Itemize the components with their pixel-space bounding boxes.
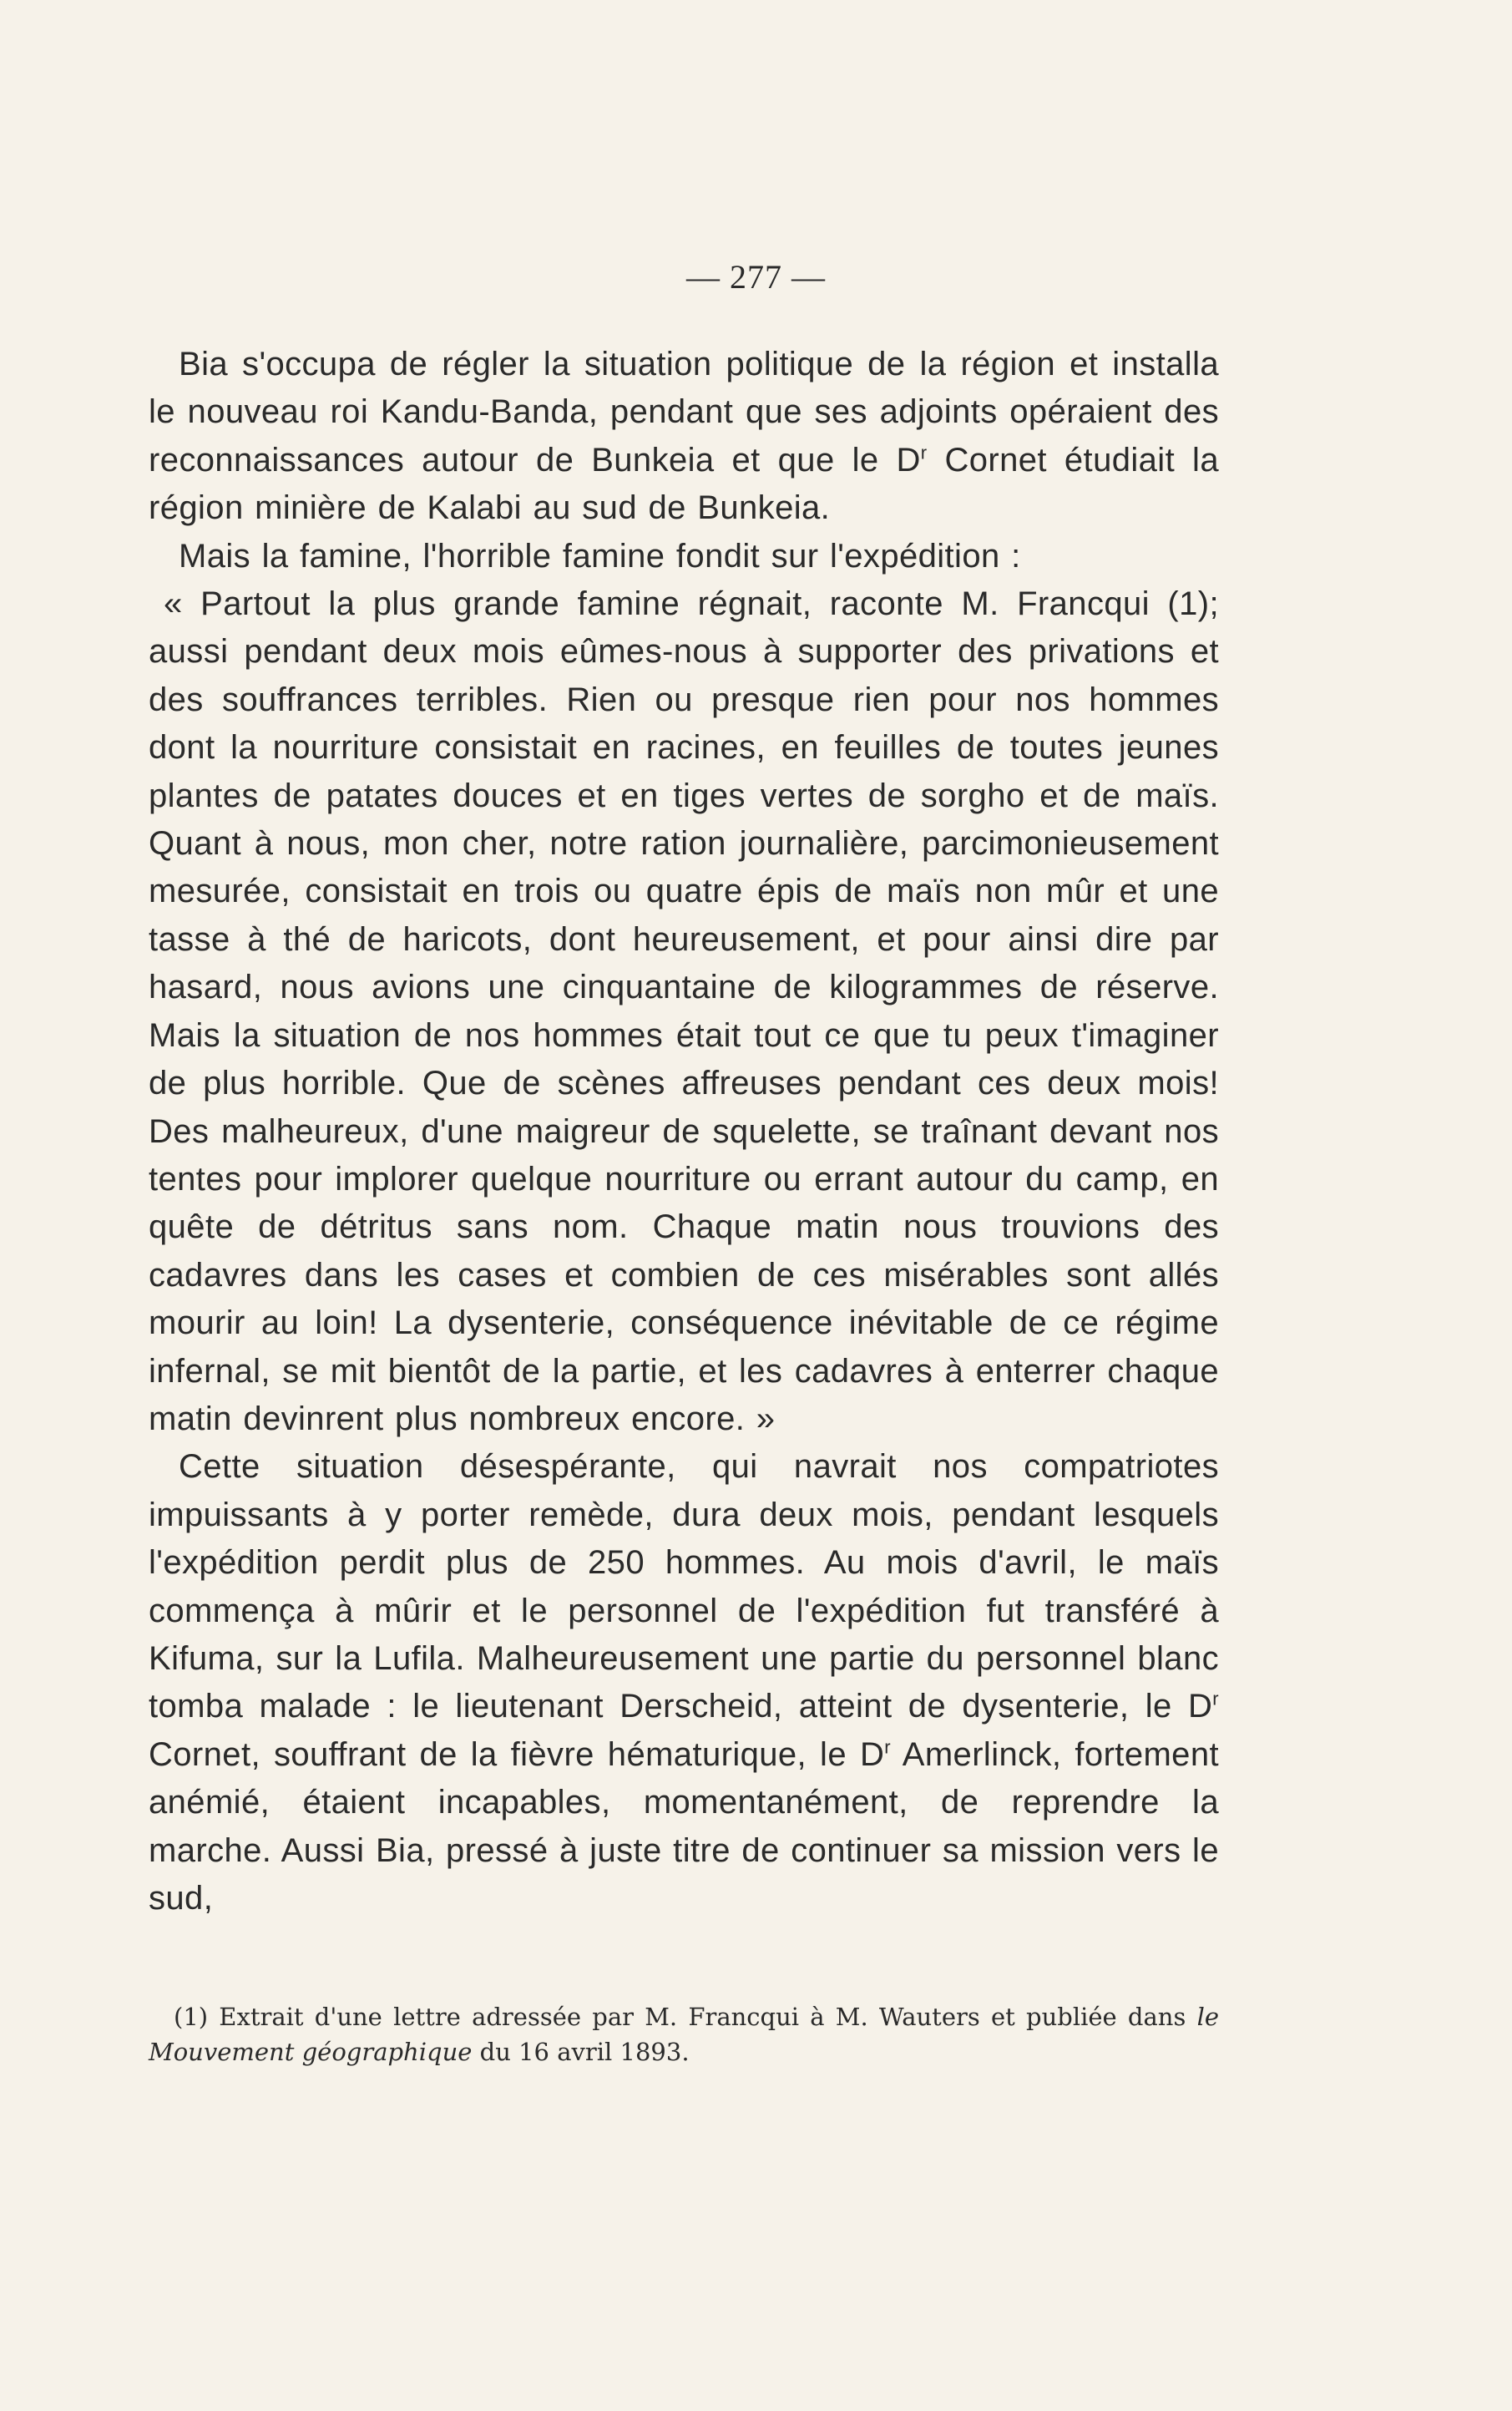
paragraph-1-text-b: Cornet étudiait la région minière de Kalabi au sud de Bunkeia. — [149, 441, 1219, 527]
paragraph-1 — [149, 341, 1219, 533]
paragraph-1-text-a: Bia s'occupa de régler la situation politique de la région et installa le nouveau roi Kandu-Banda, pendant que ses adjoints opéraient des reconnaissances autour de Bunkeia et que le D — [149, 346, 1219, 479]
footnote-text-a: (1) Extrait d'une lettre adressée par M. Francqui à M. Wauters et publiée dans — [174, 2003, 1197, 2031]
superscript-r: r — [920, 442, 928, 463]
paragraph-4-text-a: Cette situation désespérante, qui navrait nos compatriotes impuissants à y porter remède, dura deux mois, pendant lesquels l'expédition perdit plus de 250 hommes. Au mois d'avril, le maïs commença à mûrir et le personnel de l'expédition fut transféré à Kifuma, sur la Lufila. Malheureusement une partie du personnel blanc tomba malade : le lieutenant Derscheid, atteint de dysenterie, le D — [149, 1448, 1219, 1725]
paragraph-4-text-b: Cornet, souffrant de la fièvre hématurique, le D — [149, 1735, 885, 1773]
paragraph-4 — [149, 1443, 1219, 1922]
superscript-r: r — [884, 1736, 891, 1758]
footnote-1 — [149, 1999, 1219, 2069]
footnote — [149, 1999, 1219, 2069]
body-text — [149, 341, 1219, 1922]
footnote-text-b: du 16 avril 1893. — [472, 2038, 690, 2066]
footnote-journal-title: le Mouvement géographique — [149, 2003, 1219, 2066]
paragraph-2: Mais la famine, l'horrible famine fondit sur l'expédition : — [179, 537, 1021, 575]
superscript-r: r — [1212, 1689, 1219, 1710]
page-number: — 277 — — [686, 258, 826, 296]
paragraph-4-text-c: Amerlinck, fortement anémié, étaient incapables, momentanément, de reprendre la marche. Aussi Bia, pressé à juste titre de continuer sa mission vers le sud, — [149, 1735, 1219, 1917]
paragraph-3-quote: « Partout la plus grande famine régnait, raconte M. Francqui (1); aussi pendant deux mois eûmes-nous à supporter des privations et des souffrances terribles. Rien ou presque rien pour nos hommes dont la nourriture consistait en racines, en feuilles de toutes jeunes plantes de patates douces et en tiges vertes de sorgho et de maïs. Quant à nous, mon cher, notre ration journalière, parcimonieusement mesurée, consistait en trois ou quatre épis de maïs non mûr et une tasse à thé de haricots, dont heureusement, et pour ainsi dire par hasard, nous avions une cinquantaine de kilogrammes de réserve. Mais la situation de nos hommes était tout ce que tu peux t'imaginer de plus horrible. Que de scènes affreuses pendant ces deux mois! Des malheureux, d'une maigreur de squelette, se traînant devant nos tentes pour implorer quelque nourriture ou errant autour du camp, en quête de détritus sans nom. Chaque matin nous trouvions des cadavres dans les cases et combien de ces misérables sont allés mourir au loin! La dysenterie, conséquence inévitable de ce régime infernal, se mit bientôt de la partie, et les cadavres à enterrer chaque matin devinrent plus nombreux encore. » — [149, 585, 1219, 1437]
